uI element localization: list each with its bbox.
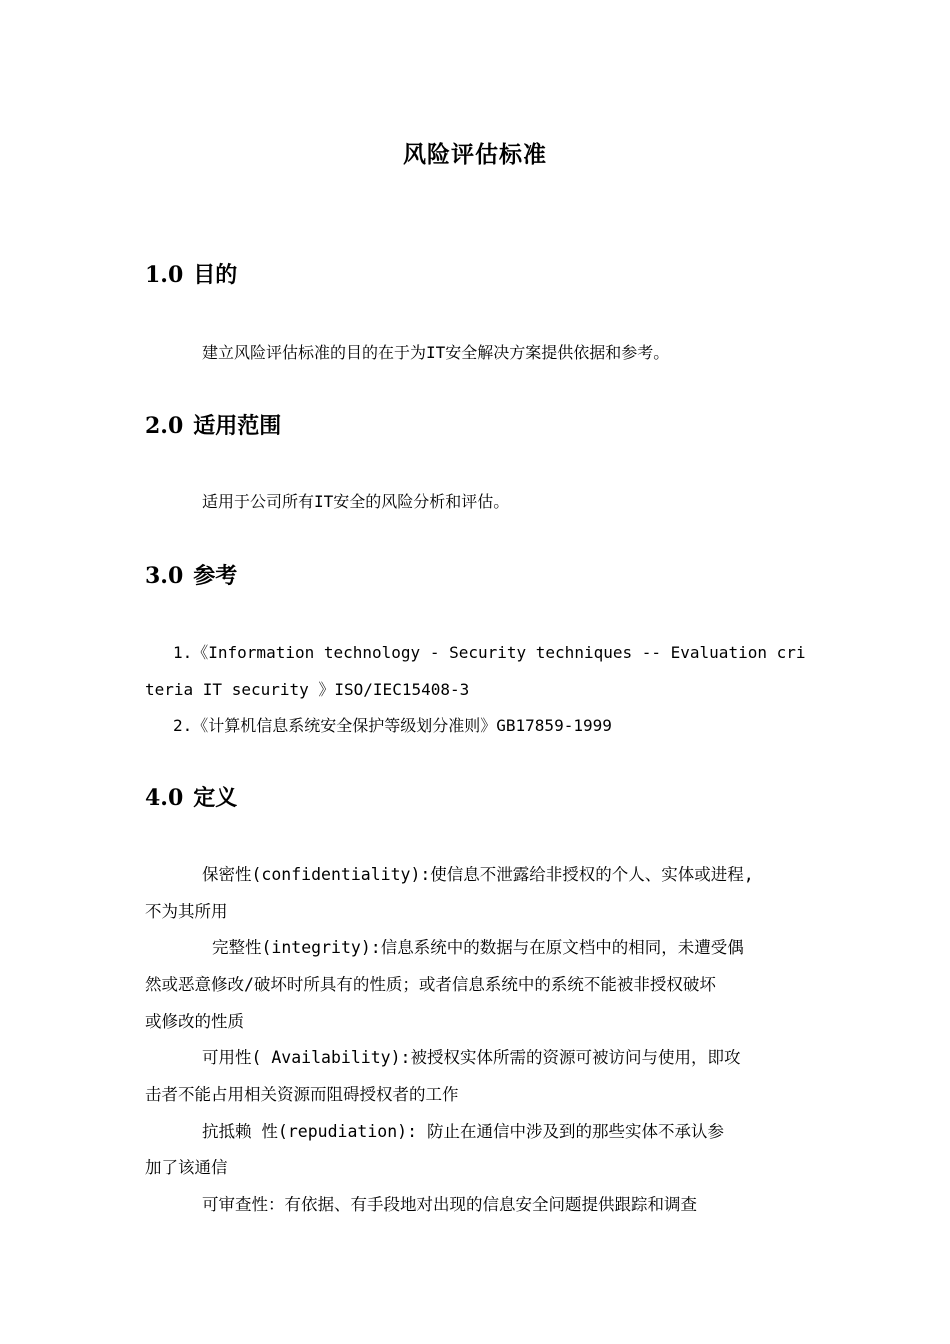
definition-confidentiality-line-1: 保密性(confidentiality):使信息不泄露给非授权的个人、实体或进程, <box>202 865 754 884</box>
document-title: 风险评估标准 <box>403 142 547 168</box>
scope-paragraph: 适用于公司所有IT安全的风险分析和评估。 <box>202 492 510 511</box>
reference-item-1-line-1: 1.《Information technology - Security techniques -- Evaluation cri <box>173 643 806 662</box>
section-heading-purpose <box>145 258 237 289</box>
definition-availability-line-1: 可用性( Availability):被授权实体所需的资源可被访问与使用，即攻 <box>202 1048 741 1067</box>
reference-item-2: 2.《计算机信息系统安全保护等级划分准则》GB17859-1999 <box>173 716 612 735</box>
section-number: 2.0 <box>145 413 184 439</box>
definition-integrity-line-3: 或修改的性质 <box>145 1012 244 1031</box>
section-title: 适用范围 <box>193 414 282 439</box>
section-heading-references <box>145 559 237 590</box>
section-heading-scope <box>145 409 281 440</box>
definition-availability-line-2: 击者不能占用相关资源而阻碍授权者的工作 <box>145 1085 459 1104</box>
definition-integrity-line-1: 完整性(integrity):信息系统中的数据与在原文档中的相同，未遭受偶 <box>212 938 744 957</box>
definition-integrity-line-2: 然或恶意修改/破坏时所具有的性质；或者信息系统中的系统不能被非授权破坏 <box>145 975 716 994</box>
section-number: 3.0 <box>145 563 184 589</box>
section-title: 参考 <box>193 564 238 589</box>
section-title: 定义 <box>193 786 238 811</box>
section-title: 目的 <box>193 263 238 288</box>
section-number: 4.0 <box>145 785 184 811</box>
purpose-paragraph: 建立风险评估标准的目的在于为IT安全解决方案提供依据和参考。 <box>202 343 670 362</box>
definition-repudiation-line-2: 加了该通信 <box>145 1158 228 1177</box>
definition-auditability-line-1: 可审查性：有依据、有手段地对出现的信息安全问题提供跟踪和调查 <box>202 1195 697 1214</box>
section-number: 1.0 <box>145 262 184 288</box>
section-heading-definitions <box>145 781 237 812</box>
definition-confidentiality-line-2: 不为其所用 <box>145 902 228 921</box>
definition-repudiation-line-1: 抗抵赖 性(repudiation): 防止在通信中涉及到的那些实体不承认参 <box>202 1122 724 1141</box>
reference-item-1-line-2: teria IT security 》ISO/IEC15408-3 <box>145 680 470 699</box>
